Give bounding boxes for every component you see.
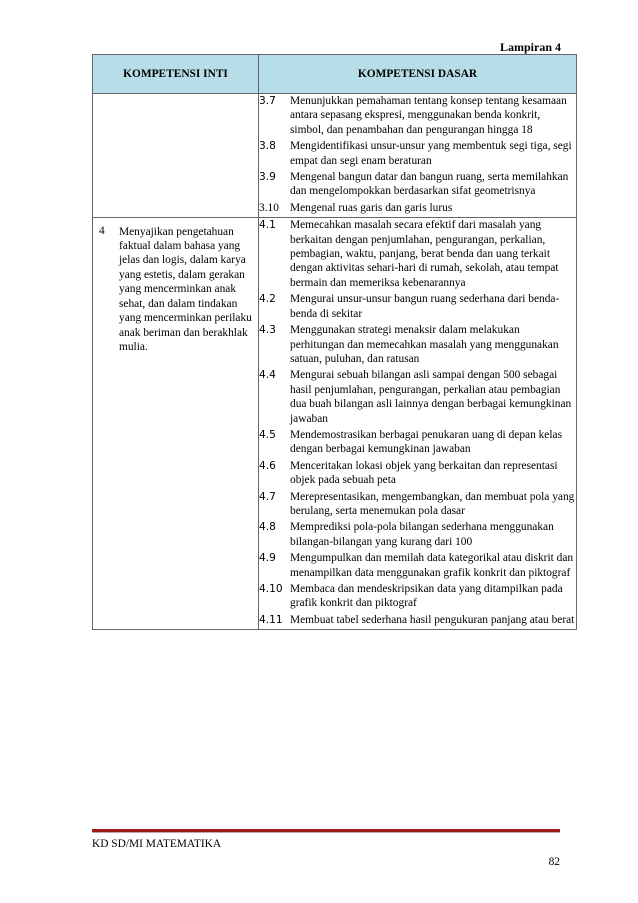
kd-text: Mengenal bangun datar dan bangun ruang, serta memilahkan dan mengelompokkan berdasarkan sifat geometrisnya bbox=[290, 171, 569, 198]
kd-text: Menceritakan lokasi objek yang berkaitan dan representasi objek pada sebuah peta bbox=[290, 459, 558, 487]
kd-text: Memprediksi pola-pola bilangan sederhana menggunakan bilangan-bilangan yang kurang dari 100 bbox=[290, 521, 554, 548]
list-item bbox=[259, 551, 576, 580]
list-item bbox=[259, 218, 576, 290]
footer-title: KD SD/MI MATEMATIKA bbox=[92, 838, 222, 850]
table-row bbox=[93, 94, 577, 218]
ki-text: Menyajikan pengetahuan faktual dalam bahasa yang jelas dan logis, dalam karya yang estetis, dalam gerakan yang mencerminkan anak sehat, dan dalam tindakan yang mencerminkan perilaku anak beriman dan berakhlak mulia. bbox=[119, 225, 252, 353]
list-item bbox=[259, 201, 576, 215]
table-row bbox=[93, 218, 577, 630]
kd-code: 4.2 bbox=[259, 293, 276, 306]
kd-code: 3.9 bbox=[259, 171, 276, 184]
kd-code: 4.5 bbox=[259, 428, 276, 441]
list-item bbox=[259, 428, 576, 457]
kd-text: Membaca dan mendeskripsikan data yang ditampilkan pada grafik konkrit dan piktograf bbox=[290, 583, 563, 610]
kd-code: 4.1 bbox=[259, 219, 276, 232]
list-item bbox=[259, 613, 576, 627]
kd-code: 4.11 bbox=[259, 613, 283, 626]
list-item bbox=[259, 170, 576, 199]
list-item bbox=[259, 520, 576, 549]
kd-code: 4.8 bbox=[259, 521, 276, 534]
list-item bbox=[259, 292, 576, 321]
kd-text: Mengidentifikasi unsur-unsur yang membentuk segi tiga, segi empat dan segi enam beraturan bbox=[290, 140, 572, 167]
list-item bbox=[259, 323, 576, 366]
list-item bbox=[259, 490, 576, 519]
kd-text: Menunjukkan pemahaman tentang konsep tentang kesamaan antara sepasang ekspresi, menggunakan benda konkrit, simbol, dan penambahan dan pengurangan hingga 18 bbox=[290, 95, 567, 136]
kd-text: Memecahkan masalah secara efektif dari masalah yang berkaitan dengan penjumlahan, pengurangan, perkalian, pembagian, waktu, panjang, berat benda dan uang terkait dengan aktivitas sehari-hari di rumah, sekolah, atau tempat bermain dan memeriksa kebenarannya bbox=[290, 219, 559, 289]
kd-code: 4.7 bbox=[259, 490, 276, 503]
kd-text: Mengenal ruas garis dan garis lurus bbox=[290, 201, 453, 214]
footer-rule-shadow bbox=[92, 832, 560, 833]
kd-code: 3.10 bbox=[259, 201, 279, 214]
header-kompetensi-inti: KOMPETENSI INTI bbox=[93, 55, 259, 94]
kd-text: Merepresentasikan, mengembangkan, dan membuat pola yang berulang, serta menemukan pola dasar bbox=[290, 490, 575, 517]
ki-number: 4 bbox=[99, 225, 105, 238]
kd-code: 4.6 bbox=[259, 459, 276, 472]
kd-code: 4.3 bbox=[259, 324, 276, 337]
kd-text: Membuat tabel sederhana hasil pengukuran panjang atau berat bbox=[290, 613, 575, 626]
kd-code: 4.10 bbox=[259, 583, 283, 595]
ki-cell bbox=[93, 218, 259, 630]
list-item bbox=[259, 368, 576, 426]
kd-code: 3.8 bbox=[259, 140, 276, 153]
kd-text: Mengurai unsur-unsur bangun ruang sederhana dari benda-benda di sekitar bbox=[290, 293, 560, 320]
page-number: 82 bbox=[548, 856, 560, 868]
kd-text: Mendemostrasikan berbagai penukaran uang di depan kelas dengan berbagai kemungkinan jawaban bbox=[290, 428, 563, 456]
list-item bbox=[259, 94, 576, 137]
kd-code: 4.9 bbox=[259, 552, 276, 565]
list-item bbox=[259, 582, 576, 611]
competency-table bbox=[92, 54, 577, 630]
list-item bbox=[259, 459, 576, 488]
kd-text: Mengumpulkan dan memilah data kategorikal atau diskrit dan menampilkan data menggunakan grafik konkrit dan piktograf bbox=[290, 552, 574, 579]
kd-text: Menggunakan strategi menaksir dalam melakukan perhitungan dan memecahkan masalah yang menggunakan satuan, puluhan, dan ratusan bbox=[290, 324, 559, 365]
kd-cell bbox=[259, 218, 577, 630]
kd-code: 3.7 bbox=[259, 95, 276, 107]
ki-cell-empty bbox=[93, 94, 259, 218]
kd-cell bbox=[259, 94, 577, 218]
kd-code: 4.4 bbox=[259, 369, 276, 382]
appendix-label: Lampiran 4 bbox=[499, 40, 561, 54]
list-item bbox=[259, 139, 576, 168]
kd-text: Mengurai sebuah bilangan asli sampai dengan 500 sebagai hasil penjumlahan, pengurangan, perkalian atau pembagian dua buah bilangan asli lainnya dengan berbagai kemungkinan jawaban bbox=[290, 369, 572, 425]
header-kompetensi-dasar: KOMPETENSI DASAR bbox=[259, 55, 577, 94]
table-header-row bbox=[93, 55, 577, 94]
